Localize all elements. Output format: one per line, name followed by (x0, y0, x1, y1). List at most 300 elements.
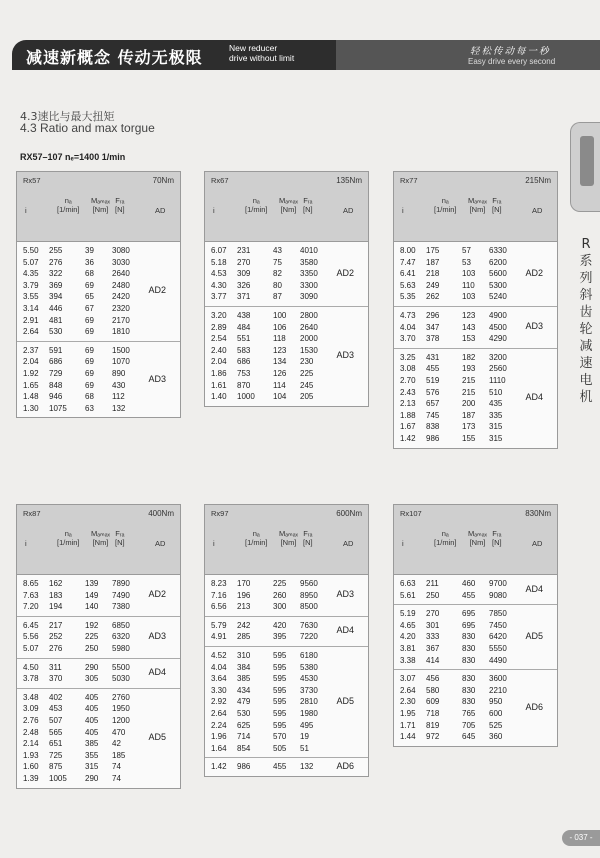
table-row (205, 391, 368, 403)
table-cell: 215 (462, 387, 476, 397)
table-model: Rx87 (23, 509, 41, 518)
table-cell: 2.89 (211, 322, 227, 332)
table-cell: 3090 (300, 292, 318, 302)
table-row (205, 322, 368, 334)
table-cell: 394 (49, 292, 63, 302)
table-cell: 470 (112, 727, 126, 737)
table-cell: 326 (237, 280, 251, 290)
ratio-group (394, 670, 557, 746)
table-row (17, 601, 180, 613)
table-header (17, 505, 180, 575)
table-cell: 6330 (489, 246, 507, 255)
table-cell: 1.71 (400, 720, 416, 730)
table-cell: 657 (426, 399, 440, 409)
header-title: 减速新概念 传动无极限 (26, 48, 203, 67)
table-cell: 595 (273, 674, 287, 684)
table-row (17, 257, 180, 269)
table-cell: 3.48 (23, 692, 39, 702)
table-cell: 595 (273, 720, 287, 730)
table-cell: 114 (273, 380, 286, 390)
table-cell: 262 (426, 292, 440, 302)
table-cell: 2.13 (400, 399, 416, 409)
table-cell: 625 (237, 720, 251, 730)
table-cell: 5.19 (400, 609, 416, 619)
table-cell: 2.37 (23, 345, 39, 355)
table-cell: 4900 (489, 310, 507, 320)
table-cell: 5600 (489, 269, 507, 279)
table-cell: 2.54 (211, 334, 227, 344)
table-cell: 5500 (112, 662, 130, 672)
table-cell: 8.00 (400, 246, 416, 255)
table-cell: 67 (85, 303, 94, 313)
header-subtitle-line2: drive without limit (229, 53, 295, 63)
table-cell: 170 (237, 579, 251, 588)
table-cell: 4.04 (211, 662, 227, 672)
table-cell: 4.50 (23, 662, 39, 672)
table-cell: 3.14 (23, 303, 39, 313)
table-cell: 205 (300, 392, 314, 402)
col-force: Fᵣₐ [N] (303, 529, 313, 547)
side-tab-label: R系列斜齿轮减速电机 (579, 237, 593, 405)
table-cell: 36 (85, 257, 94, 267)
table-cell: 69 (85, 345, 94, 355)
motor-thumbnail-icon (580, 136, 594, 186)
table-row (205, 280, 368, 292)
table-cell: 1950 (112, 704, 130, 714)
table-cell: 250 (85, 643, 99, 653)
table-cell: 69 (85, 380, 94, 390)
table-cell: 5.35 (400, 292, 416, 302)
ad-label: AD5 (525, 631, 543, 642)
table-cell: 385 (85, 739, 99, 749)
ad-label: AD6 (336, 761, 354, 772)
table-cell: 479 (237, 697, 251, 707)
table-cell: 405 (85, 704, 99, 714)
table-cell: 3580 (300, 257, 318, 267)
table-cell: 7.63 (23, 590, 39, 600)
table-cell: 250 (426, 590, 440, 600)
table-row (17, 391, 180, 403)
table-row (17, 620, 180, 632)
table-cell: 4.52 (211, 650, 227, 660)
table-cell: 3.07 (400, 674, 416, 684)
table-cell: 355 (85, 750, 99, 760)
ad-label: AD4 (336, 625, 354, 636)
table-cell: 1.96 (211, 732, 227, 742)
col-force: Fᵣₐ [N] (492, 196, 502, 214)
table-cell: 5.07 (23, 643, 39, 653)
table-cell: 87 (273, 292, 282, 302)
table-row (394, 363, 557, 375)
table-cell: 830 (462, 674, 476, 684)
col-ad: AD (532, 206, 543, 215)
table-cell: 2640 (300, 322, 318, 332)
table-cell: 2170 (112, 315, 130, 325)
table-cell: 1.44 (400, 732, 416, 742)
table-cell: 2.04 (23, 357, 39, 367)
table-cell: 9560 (300, 579, 318, 588)
table-cell: 830 (462, 655, 476, 665)
table-cell: 255 (49, 246, 63, 255)
table-cell: 725 (49, 750, 63, 760)
table-cell: 7.47 (400, 257, 416, 267)
table-cell: 2760 (112, 692, 130, 702)
table-row (394, 673, 557, 685)
table-cell: 1110 (489, 375, 506, 385)
table-cell: 82 (273, 269, 282, 279)
table-cell: 249 (426, 280, 440, 290)
table-row (205, 731, 368, 743)
col-i: i (25, 206, 27, 215)
table-cell: 3.30 (211, 685, 227, 695)
ratio-group (394, 242, 557, 307)
table-cell: 1.86 (211, 368, 227, 378)
table-cell: 438 (237, 310, 251, 320)
col-speed: nₐ [1/min] (434, 196, 457, 214)
table-cell: 530 (49, 327, 63, 337)
header-subtitle (229, 43, 294, 63)
table-cell: 5.61 (400, 590, 416, 600)
table-row (394, 280, 557, 292)
table-cell: 2.70 (400, 375, 416, 385)
table-cell: 3.64 (211, 674, 227, 684)
table-cell: 2.48 (23, 727, 39, 737)
table-cell: 140 (85, 602, 99, 612)
table-header (17, 172, 180, 242)
table-cell: 645 (462, 732, 476, 742)
ratio-group (394, 307, 557, 349)
ad-label: AD4 (525, 583, 543, 594)
table-cell: 745 (426, 410, 440, 420)
ad-label: AD2 (148, 589, 166, 600)
col-torque: Mₐₘₐₓ [Nm] (279, 529, 298, 547)
table-cell: 1.60 (23, 762, 39, 772)
table-cell: 4.91 (211, 632, 227, 642)
table-cell: 484 (237, 322, 251, 332)
table-cell: 2.91 (23, 315, 39, 325)
table-cell: 455 (462, 590, 476, 600)
col-torque: Mₐₘₐₓ [Nm] (279, 196, 298, 214)
table-cell: 9080 (489, 590, 507, 600)
table-torque: 70Nm (152, 176, 174, 185)
table-cell: 695 (462, 609, 476, 619)
table-cell: 7890 (112, 579, 130, 588)
table-cell: 1.42 (211, 762, 227, 772)
table-cell: 570 (273, 732, 287, 742)
table-cell: 3.79 (23, 280, 39, 290)
table-cell: 310 (237, 650, 251, 660)
table-cell: 57 (462, 246, 471, 255)
table-cell: 4.35 (23, 269, 39, 279)
table-row (394, 608, 557, 620)
ad-label: AD3 (148, 373, 166, 384)
table-cell: 595 (273, 662, 287, 672)
table-row (17, 356, 180, 368)
ratio-group (205, 647, 368, 758)
table-cell: 420 (273, 620, 287, 630)
table-cell: 753 (237, 368, 251, 378)
table-cell: 519 (426, 375, 440, 385)
table-cell: 6.45 (23, 620, 39, 630)
table-cell: 854 (237, 743, 251, 753)
table-cell: 6850 (112, 620, 130, 630)
ad-label: AD3 (336, 350, 354, 361)
table-cell: 431 (426, 352, 440, 362)
table-cell: 591 (49, 345, 63, 355)
table-cell: 5980 (112, 643, 130, 653)
ratio-table (16, 171, 181, 418)
table-cell: 1.30 (23, 403, 39, 413)
table-cell: 7490 (112, 590, 130, 600)
table-cell: 315 (489, 422, 503, 432)
ratio-table (204, 504, 369, 777)
table-model: Rx107 (400, 509, 422, 518)
table-cell: 155 (462, 433, 476, 443)
table-torque: 135Nm (336, 176, 362, 185)
table-row (394, 421, 557, 433)
ad-label: AD5 (336, 696, 354, 707)
table-cell: 192 (85, 620, 99, 630)
table-cell: 378 (426, 334, 440, 344)
table-cell: 765 (462, 708, 476, 718)
table-cell: 595 (273, 708, 287, 718)
col-i: i (213, 206, 215, 215)
table-cell: 8500 (300, 602, 318, 612)
table-cell: 453 (49, 704, 63, 714)
table-row (205, 310, 368, 322)
table-cell: 384 (237, 662, 251, 672)
table-cell: 143 (462, 322, 476, 332)
table-row (205, 291, 368, 303)
table-cell: 870 (237, 380, 251, 390)
table-cell: 39 (85, 246, 94, 255)
table-cell: 551 (237, 334, 251, 344)
table-cell: 395 (273, 632, 287, 642)
ad-label: AD4 (525, 392, 543, 403)
table-cell: 2320 (112, 303, 130, 313)
table-cell: 196 (237, 590, 251, 600)
table-cell: 3300 (300, 280, 318, 290)
ratio-group (17, 617, 180, 659)
table-cell: 65 (85, 292, 94, 302)
ad-label: AD3 (336, 589, 354, 600)
table-cell: 6180 (300, 650, 318, 660)
table-header (205, 172, 368, 242)
table-row (17, 315, 180, 327)
table-row (205, 708, 368, 720)
table-cell: 686 (237, 357, 251, 367)
table-cell: 507 (49, 715, 63, 725)
table-row (17, 303, 180, 315)
table-cell: 7.16 (211, 590, 227, 600)
ratio-group (17, 342, 180, 418)
table-cell: 595 (273, 685, 287, 695)
table-row (17, 750, 180, 762)
table-cell: 215 (462, 375, 476, 385)
table-cell: 4010 (300, 246, 318, 255)
table-cell: 1.64 (211, 743, 227, 753)
table-cell: 335 (489, 410, 503, 420)
table-cell: 134 (273, 357, 287, 367)
col-torque: Mₐₘₐₓ [Nm] (468, 196, 487, 214)
table-row (394, 720, 557, 732)
ratio-group (205, 242, 368, 307)
table-cell: 118 (273, 334, 286, 344)
table-cell: 405 (85, 727, 99, 737)
table-cell: 446 (49, 303, 63, 313)
table-cell: 194 (49, 602, 63, 612)
table-cell: 505 (273, 743, 287, 753)
table-cell: 200 (462, 399, 476, 409)
table-cell: 69 (85, 327, 94, 337)
table-cell: 315 (85, 762, 99, 772)
table-cell: 74 (112, 773, 121, 783)
table-cell: 455 (426, 364, 440, 374)
table-cell: 2.64 (211, 708, 227, 718)
table-cell: 435 (489, 399, 503, 409)
table-cell: 315 (489, 433, 503, 443)
table-cell: 830 (462, 643, 476, 653)
table-cell: 106 (273, 322, 287, 332)
table-cell: 360 (489, 732, 503, 742)
table-row (17, 345, 180, 357)
col-i: i (402, 539, 404, 548)
table-cell: 3.20 (211, 310, 227, 320)
table-cell: 371 (237, 292, 251, 302)
table-cell: 3.81 (400, 643, 416, 653)
table-cell: 6.07 (211, 246, 227, 255)
table-cell: 414 (426, 655, 440, 665)
table-cell: 950 (489, 697, 503, 707)
table-cell: 1.42 (400, 433, 416, 443)
table-row (17, 703, 180, 715)
table-cell: 2640 (112, 269, 130, 279)
table-cell: 2.43 (400, 387, 416, 397)
table-cell: 1810 (112, 327, 130, 337)
table-cell: 1.92 (23, 368, 39, 378)
table-cell: 405 (85, 692, 99, 702)
table-cell: 576 (426, 387, 440, 397)
ad-label: AD2 (148, 285, 166, 296)
table-row (205, 601, 368, 613)
table-cell: 1000 (237, 392, 255, 402)
table-cell: 986 (426, 433, 440, 443)
table-cell: 100 (273, 310, 287, 320)
table-torque: 830Nm (525, 509, 551, 518)
section-title-cn: 4.3速比与最大扭矩 (20, 110, 115, 123)
table-row (17, 245, 180, 257)
table-cell: 3.55 (23, 292, 39, 302)
ratio-group (394, 575, 557, 605)
table-cell: 4.04 (400, 322, 416, 332)
col-torque: Mₐₘₐₓ [Nm] (468, 529, 487, 547)
table-cell: 595 (273, 697, 287, 707)
col-ad: AD (155, 206, 166, 215)
table-cell: 3.25 (400, 352, 416, 362)
table-cell: 369 (49, 280, 63, 290)
table-cell: 285 (237, 632, 251, 642)
table-cell: 2800 (300, 310, 318, 320)
table-row (17, 773, 180, 785)
table-cell: 305 (85, 674, 99, 684)
table-cell: 609 (426, 697, 440, 707)
col-i: i (402, 206, 404, 215)
table-row (394, 685, 557, 697)
table-torque: 600Nm (336, 509, 362, 518)
table-cell: 830 (462, 697, 476, 707)
table-cell: 51 (300, 743, 309, 753)
table-cell: 311 (49, 662, 62, 672)
table-cell: 153 (462, 334, 476, 344)
table-cell: 4.65 (400, 620, 416, 630)
section-subtitle: RX57–107 nₑ=1400 1/min (20, 152, 126, 162)
table-cell: 6320 (112, 632, 130, 642)
table-cell: 3600 (489, 674, 507, 684)
table-row (17, 643, 180, 655)
table-row (17, 692, 180, 704)
ratio-table (204, 171, 369, 407)
col-force: Fᵣₐ [N] (303, 196, 313, 214)
table-cell: 162 (49, 579, 63, 588)
table-cell: 173 (462, 422, 476, 432)
table-cell: 718 (426, 708, 440, 718)
table-cell: 300 (273, 602, 287, 612)
table-cell: 848 (49, 380, 63, 390)
table-row (394, 310, 557, 322)
table-cell: 187 (462, 410, 476, 420)
table-row (205, 257, 368, 269)
table-cell: 3200 (489, 352, 507, 362)
table-cell: 6200 (489, 257, 507, 267)
table-row (205, 380, 368, 392)
table-cell: 729 (49, 368, 63, 378)
table-cell: 8.65 (23, 579, 39, 588)
table-cell: 6.63 (400, 579, 416, 588)
col-speed: nₐ [1/min] (245, 196, 268, 214)
col-i: i (213, 539, 215, 548)
table-cell: 2210 (489, 685, 507, 695)
table-cell: 123 (462, 310, 476, 320)
table-cell: 4490 (489, 655, 507, 665)
col-speed: nₐ [1/min] (245, 529, 268, 547)
ratio-group (394, 349, 557, 448)
ratio-group (205, 307, 368, 406)
table-cell: 525 (489, 720, 503, 730)
table-cell: 370 (49, 674, 63, 684)
table-cell: 8950 (300, 590, 318, 600)
ad-label: AD2 (525, 268, 543, 278)
table-row (394, 410, 557, 422)
table-cell: 4530 (300, 674, 318, 684)
table-cell: 1980 (300, 708, 318, 718)
table-cell: 69 (85, 315, 94, 325)
table-header (394, 172, 557, 242)
table-cell: 2420 (112, 292, 130, 302)
table-cell: 3.08 (400, 364, 416, 374)
table-cell: 1200 (112, 715, 130, 725)
table-cell: 1.48 (23, 392, 39, 402)
col-force: Fᵣₐ [N] (115, 529, 125, 547)
table-cell: 2000 (300, 334, 318, 344)
table-cell: 600 (489, 708, 503, 718)
table-cell: 405 (85, 715, 99, 725)
table-cell: 182 (462, 352, 476, 362)
table-cell: 2560 (489, 364, 507, 374)
table-cell: 1070 (112, 357, 130, 367)
table-cell: 830 (462, 632, 476, 642)
table-cell: 7850 (489, 609, 507, 619)
table-cell: 3.70 (400, 334, 416, 344)
